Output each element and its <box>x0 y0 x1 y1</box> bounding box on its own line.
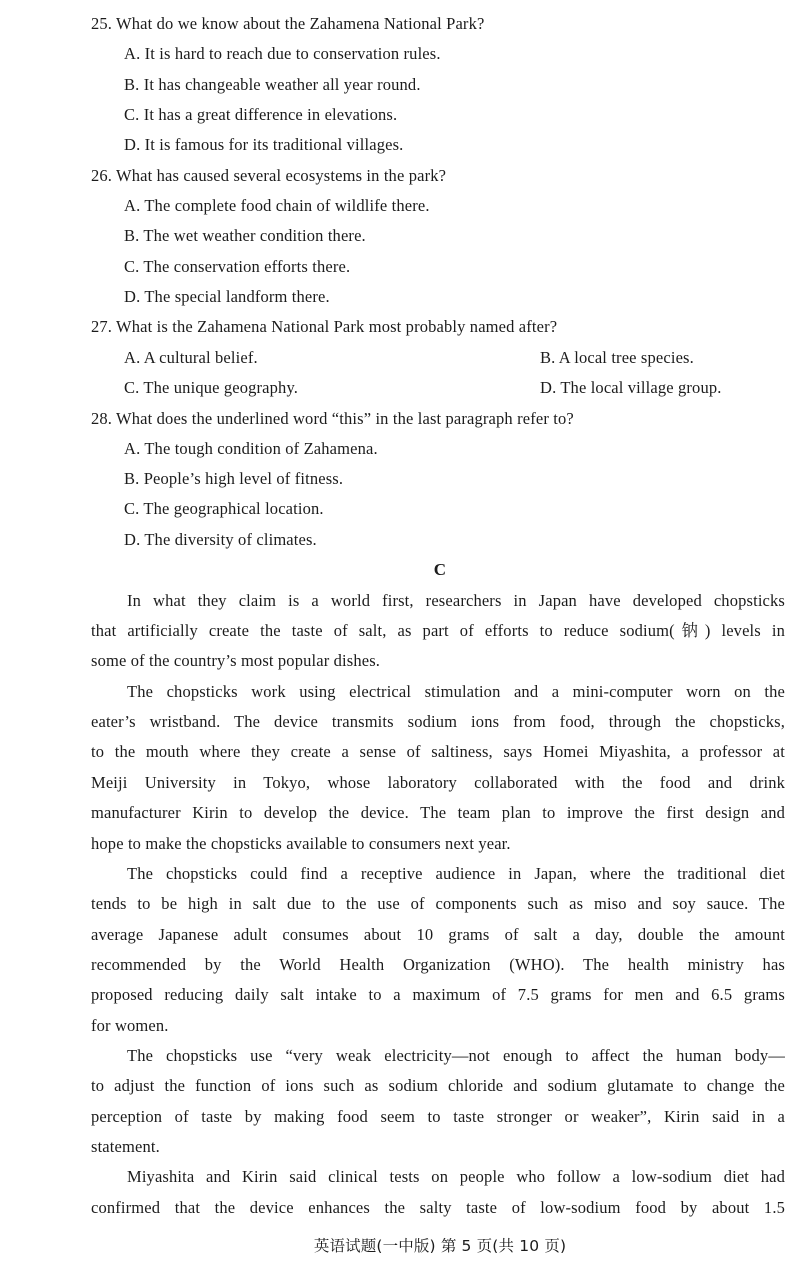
passage-line: some of the country’s most popular dishes. <box>91 651 381 670</box>
section-heading: C <box>433 560 447 579</box>
passage-line: eater’s wristband. The device transmits sodium ions from food, through the chopsticks, <box>91 712 785 731</box>
passage-line: The chopsticks use “very weak electricity—not enough to affect the human body— <box>127 1046 785 1065</box>
question-28-option-b: B. People’s high level of fitness. <box>124 469 344 488</box>
question-25-option-d: D. It is famous for its traditional villages. <box>124 135 404 154</box>
question-27-stem: 27. What is the Zahamena National Park most probably named after? <box>91 317 558 336</box>
question-26-option-d: D. The special landform there. <box>124 287 330 306</box>
passage-line: statement. <box>91 1137 160 1156</box>
passage-line: for women. <box>91 1016 169 1035</box>
passage-line: Meiji University in Tokyo, whose laboratory collaborated with the food and drink <box>91 773 785 792</box>
passage-line: to adjust the function of ions such as sodium chloride and sodium glutamate to change the <box>91 1076 785 1095</box>
passage-line: In what they claim is a world first, researchers in Japan have developed chopsticks <box>127 591 785 610</box>
page-footer: 英语试题(一中版) 第 5 页(共 10 页) <box>313 1237 567 1255</box>
passage-line: confirmed that the device enhances the salty taste of low-sodium food by about 1.5 <box>91 1198 785 1217</box>
question-25-option-a: A. It is hard to reach due to conservation rules. <box>124 44 441 63</box>
passage-line: Miyashita and Kirin said clinical tests on people who follow a low-sodium diet had <box>127 1167 785 1186</box>
question-28-option-a: A. The tough condition of Zahamena. <box>124 439 378 458</box>
question-27-option-b: B. A local tree species. <box>540 348 694 367</box>
question-26-option-a: A. The complete food chain of wildlife there. <box>124 196 430 215</box>
passage-line: The chopsticks could find a receptive audience in Japan, where the traditional diet <box>127 864 785 883</box>
question-25-stem: 25. What do we know about the Zahamena National Park? <box>91 14 485 33</box>
passage-line: to the mouth where they create a sense of saltiness, says Homei Miyashita, a professor at <box>91 742 785 761</box>
question-26-option-c: C. The conservation efforts there. <box>124 257 351 276</box>
question-28-stem: 28. What does the underlined word “this” in the last paragraph refer to? <box>91 409 574 428</box>
passage-line: manufacturer Kirin to develop the device. The team plan to improve the first design and <box>91 803 785 822</box>
passage-line: average Japanese adult consumes about 10 grams of salt a day, double the amount <box>91 925 785 944</box>
passage-line: The chopsticks work using electrical stimulation and a mini-computer worn on the <box>127 682 785 701</box>
question-27-option-a: A. A cultural belief. <box>124 348 258 367</box>
passage-line: perception of taste by making food seem to taste stronger or weaker”, Kirin said in a <box>91 1107 785 1126</box>
passage-line: proposed reducing daily salt intake to a maximum of 7.5 grams for men and 6.5 grams <box>91 985 785 1004</box>
question-26-option-b: B. The wet weather condition there. <box>124 226 366 245</box>
passage-line: recommended by the World Health Organization (WHO). The health ministry has <box>91 955 785 974</box>
passage-line: hope to make the chopsticks available to consumers next year. <box>91 834 511 853</box>
question-28-option-d: D. The diversity of climates. <box>124 530 317 549</box>
question-28-option-c: C. The geographical location. <box>124 499 324 518</box>
question-25-option-b: B. It has changeable weather all year round. <box>124 75 421 94</box>
passage-line: tends to be high in salt due to the use of components such as miso and soy sauce. The <box>91 894 785 913</box>
passage-line: that artificially create the taste of salt, as part of efforts to reduce sodium(钠) levels in <box>91 621 785 640</box>
question-27-option-d: D. The local village group. <box>540 378 722 397</box>
question-27-option-c: C. The unique geography. <box>124 378 299 397</box>
question-26-stem: 26. What has caused several ecosystems in the park? <box>91 166 447 185</box>
question-25-option-c: C. It has a great difference in elevations. <box>124 105 398 124</box>
